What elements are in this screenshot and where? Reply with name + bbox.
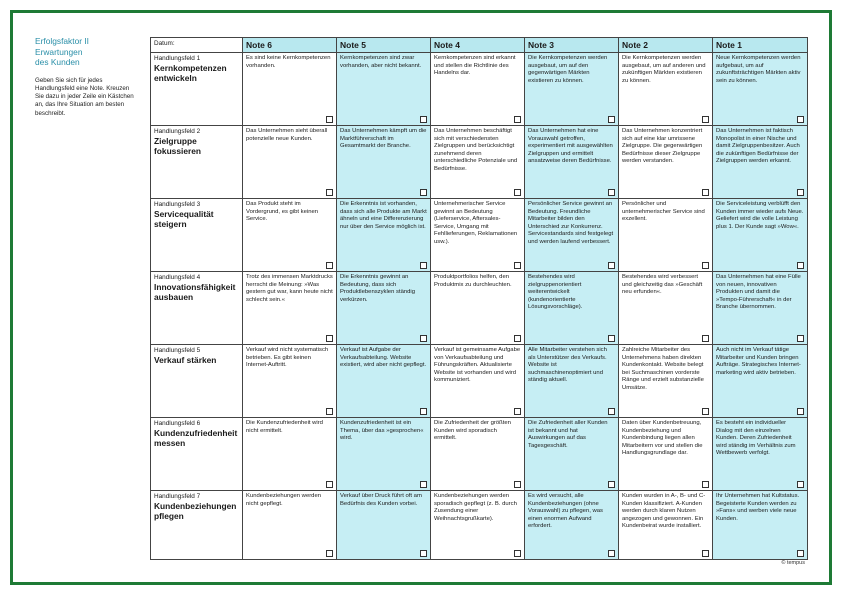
header-datum: Datum: [151,38,243,53]
rating-description: Kernkompetenzen sind zwar vorhanden, aber nicht bekannt. [340,55,422,69]
rating-checkbox[interactable] [702,481,709,488]
rating-checkbox[interactable] [514,116,521,123]
rating-description: Verkauf ist Aufgabe der Verkaufsabteilung. Website existiert, wird aber nicht gepflegt. [340,347,427,369]
rating-description: Kundenzufriedenheit ist ein Thema, über das »gesprochen« wird. [340,420,424,442]
rating-checkbox[interactable] [420,116,427,123]
rating-cell [713,272,808,345]
rating-cell [713,53,808,126]
rating-checkbox[interactable] [702,335,709,342]
rating-description: Alle Mitarbeiter verstehen sich als Unterstützer des Verkaufs. Website ist suchmaschinenoptimiert und ständig aktuell. [528,347,607,384]
rating-description: Bestehendes wird verbessert und gleichzeitig das »Geschäft neu erfunden«. [622,274,703,296]
handlungsfeld-title: Servicequalität steigern [154,209,214,229]
rating-cell [431,272,525,345]
rating-description: Die Serviceleistung verblüfft den Kunden immer wieder aufs Neue. Geliefert wird die volle Leistung plus 1. Der Kunde sagt »Wow«. [716,201,804,230]
header-note-2: Note 2 [619,38,713,53]
rating-cell [713,345,808,418]
rating-cell [337,491,431,560]
rating-cell [619,126,713,199]
rating-cell [525,199,619,272]
rating-checkbox[interactable] [608,408,615,415]
rating-cell [713,199,808,272]
table-row [151,126,808,199]
rating-description: Das Unternehmen sieht überall potenzielle neue Kunden. [246,128,328,142]
rating-description: Die Kernkompetenzen werden ausgebaut, um auf den gegenwärtigen Märkten existieren zu können. [528,55,608,84]
copyright: © tempus [781,560,805,566]
rating-cell [619,53,713,126]
rating-checkbox[interactable] [702,189,709,196]
rating-checkbox[interactable] [420,481,427,488]
rating-checkbox[interactable] [326,408,333,415]
header-row [151,38,808,53]
rating-cell [337,53,431,126]
rating-description: Trotz des immensen Marktdrucks herrscht die Meinung: »Was gestern gut war, kann heute nicht schlecht sein.« [246,274,333,303]
handlungsfeld-header [151,491,243,560]
rating-description: Die Kundenzufriedenheit wird nicht ermittelt. [246,420,323,434]
rating-cell [337,126,431,199]
rating-checkbox[interactable] [702,262,709,269]
handlungsfeld-label: Handlungsfeld 7 [154,493,201,500]
rating-description: Kundenbeziehungen werden sporadisch gepflegt (z. B. durch Zusendung einer Weihnachtsgrußkarte). [434,493,517,522]
rating-checkbox[interactable] [514,481,521,488]
header-note-1: Note 1 [713,38,808,53]
rating-checkbox[interactable] [326,189,333,196]
rating-cell [525,491,619,560]
rating-cell [337,345,431,418]
handlungsfeld-title: Zielgruppe fokussieren [154,136,202,156]
rating-description: Die Zufriedenheit aller Kunden ist bekannt und hat Auswirkungen auf das Tagesgeschäft. [528,420,608,449]
rating-cell [713,491,808,560]
sidebar-title [35,36,135,68]
rating-checkbox[interactable] [608,262,615,269]
rating-cell [337,272,431,345]
handlungsfeld-title: Verkauf stärken [154,355,217,365]
header-note-4: Note 4 [431,38,525,53]
rating-cell [525,345,619,418]
handlungsfeld-header [151,53,243,126]
rating-description: Es sind keine Kernkompetenzen vorhanden. [246,55,331,69]
rating-description: Verkauf über Druck führt oft am Bedürfnis des Kunden vorbei. [340,493,422,507]
rating-description: Verkauf wird nicht systematisch betrieben. Es gibt keinen Internet-Auftritt. [246,347,329,369]
rating-cell [431,491,525,560]
table-row [151,491,808,560]
rating-checkbox[interactable] [608,481,615,488]
handlungsfeld-title: Kundenbeziehungen pflegen [154,501,237,521]
sidebar-title-line: des Kunden [35,57,80,67]
table-row [151,272,808,345]
sidebar-title-line: Erwartungen [35,46,83,57]
rating-description: Persönlicher Service gewinnt an Bedeutung. Freundliche Mitarbeiter bilden den Unterschied zur Konkurrenz. Servicestandards sind festgelegt und werden laufend verbessert. [528,201,614,245]
rating-description: Produktportfolios helfen, den Produktmix zu durchleuchten. [434,274,512,288]
handlungsfeld-label: Handlungsfeld 4 [154,274,201,281]
rating-checkbox[interactable] [797,408,804,415]
rating-cell [525,272,619,345]
rating-description: Die Erkenntnis gewinnt an Bedeutung, dass sich Produktlebenszyklen ständig verkürzen. [340,274,415,303]
rating-checkbox[interactable] [797,335,804,342]
assessment-table [150,37,808,560]
header-note-6: Note 6 [243,38,337,53]
rating-description: Die Erkenntnis ist vorhanden, dass sich alle Produkte am Markt ähneln und eine Differenzierung nur über den Service möglich ist. [340,201,427,230]
table-row [151,345,808,418]
rating-checkbox[interactable] [514,335,521,342]
rating-cell [525,126,619,199]
rating-description: Zahlreiche Mitarbeiter des Unternehmens haben direkten Kundenkontakt. Website belegt bei Suchmaschinen vorderste Ränge und erzielt substanzielle Umsätze. [622,347,704,391]
rating-cell [525,418,619,491]
sidebar [35,36,135,118]
rating-description: Persönlicher und unternehmerischer Service sind exzellent. [622,201,705,223]
header-note-3: Note 3 [525,38,619,53]
rating-description: Neue Kernkompetenzen werden aufgebaut, um auf zukunftsträchtigen Märkten aktiv sein zu können. [716,55,801,84]
sidebar-instructions: Geben Sie sich für jedes Handlungsfeld eine Note. Kreuzen Sie dazu in jeder Zeile ein Kästchen an, das Ihre Situation am besten beschreibt. [35,76,134,117]
rating-checkbox[interactable] [326,481,333,488]
rating-cell [619,491,713,560]
rating-description: Die Zufriedenheit der größten Kunden wird sporadisch ermittelt. [434,420,511,442]
handlungsfeld-label: Handlungsfeld 1 [154,55,201,62]
handlungsfeld-label: Handlungsfeld 6 [154,420,201,427]
sidebar-title-line: Erfolgsfaktor II [35,36,89,46]
rating-checkbox[interactable] [797,262,804,269]
handlungsfeld-header [151,418,243,491]
rating-cell [431,126,525,199]
handlungsfeld-header [151,345,243,418]
rating-checkbox[interactable] [608,550,615,557]
rating-cell [619,418,713,491]
rating-checkbox[interactable] [514,189,521,196]
rating-checkbox[interactable] [420,335,427,342]
rating-description: Die Kernkompetenzen werden ausgebaut, um auf anderen und zukünftigen Märkten existieren zu können. [622,55,706,84]
rating-checkbox[interactable] [608,189,615,196]
rating-checkbox[interactable] [702,550,709,557]
rating-description: Es besteht ein individueller Dialog mit den einzelnen Kunden. Deren Zufriedenheit wird ständig im Verhältnis zum Wettbewerb verfolgt. [716,420,796,457]
rating-description: Kundenbeziehungen werden nicht gepflegt. [246,493,322,507]
handlungsfeld-header [151,199,243,272]
rating-cell [525,53,619,126]
rating-checkbox[interactable] [326,262,333,269]
rating-checkbox[interactable] [420,189,427,196]
handlungsfeld-title: Kundenzufriedenheit messen [154,428,238,448]
rating-checkbox[interactable] [420,262,427,269]
rating-description: Unternehmerischer Service gewinnt an Bedeutung (Lieferservice, Aftersales-Service, Umgang mit Fehllieferungen, Reklamationen usw.). [434,201,518,245]
rating-cell [619,345,713,418]
rating-description: Kunden wurden in A-, B- und C-Kunden klassifiziert. A-Kunden werden durch klaren Nutzen angezogen und gewonnen. Ein Kundenbeirat wurde installiert. [622,493,706,530]
rating-checkbox[interactable] [326,335,333,342]
rating-description: Verkauf ist gemeinsame Aufgabe von Verkaufsabteilung und Führungskräften. Aktualisierte Website ist vorhanden und wird kommuniziert. [434,347,521,384]
rating-cell [431,418,525,491]
table-row [151,53,808,126]
rating-description: Auch nicht im Verkauf tätige Mitarbeiter und Kunden bringen Aufträge. Strategisches Internet-marketing wird aktiv betrieben. [716,347,801,376]
rating-cell [431,345,525,418]
rating-checkbox[interactable] [514,262,521,269]
rating-description: Ihr Unternehmen hat Kultstatus. Begeisterte Kunden werden zu »Fans« und werben viele neue Kunden. [716,493,800,522]
rating-checkbox[interactable] [797,481,804,488]
handlungsfeld-title: Innovationsfähigkeit ausbauen [154,282,236,302]
rating-cell [619,272,713,345]
rating-checkbox[interactable] [420,408,427,415]
rating-cell [243,418,337,491]
rating-cell [243,345,337,418]
rating-checkbox[interactable] [702,408,709,415]
rating-cell [713,418,808,491]
rating-cell [337,418,431,491]
rating-description: Daten über Kundenbetreuung, Kundenbeziehung und Kundenbindung liegen allen Mitarbeitern vor und stellen die Handlungsgrundlage dar. [622,420,703,457]
rating-checkbox[interactable] [420,550,427,557]
rating-checkbox[interactable] [514,408,521,415]
rating-checkbox[interactable] [608,116,615,123]
table-row [151,418,808,491]
rating-cell [243,53,337,126]
rating-description: Das Unternehmen konzentriert sich auf eine klar umrissene Zielgruppe. Die gegenwärtigen Bedürfnisse dieser Zielgruppe werden verstanden. [622,128,703,165]
handlungsfeld-label: Handlungsfeld 3 [154,201,201,208]
rating-cell [243,272,337,345]
handlungsfeld-label: Handlungsfeld 5 [154,347,201,354]
rating-checkbox[interactable] [326,550,333,557]
rating-checkbox[interactable] [608,335,615,342]
rating-cell [243,199,337,272]
rating-description: Das Unternehmen beschäftigt sich mit verschiedensten Zielgruppen und berücksichtigt zunehmend deren unterschiedliche Potenziale und Bedürfnisse. [434,128,518,172]
table-row [151,199,808,272]
rating-description: Das Unternehmen hat eine Vorauswahl getroffen, experimentiert mit ausgewählten Zielgruppen und ermittelt ansatzweise deren Bedürfnisse. [528,128,613,165]
rating-cell [243,491,337,560]
rating-cell [243,126,337,199]
rating-cell [431,199,525,272]
rating-description: Das Unternehmen kämpft um die Marktführerschaft im Gesamtmarkt der Branche. [340,128,427,150]
rating-cell [619,199,713,272]
rating-checkbox[interactable] [797,189,804,196]
rating-checkbox[interactable] [797,116,804,123]
rating-description: Bestehendes wird zielgruppenorientiert weiterentwickelt (kundenorientierte Lösungsvorschläge). [528,274,583,311]
rating-checkbox[interactable] [326,116,333,123]
rating-description: Das Unternehmen ist faktisch Monopolist in einer Nische und damit Zielgruppenbesitzer. Auch die zukünftigen Bedürfnisse der Zielgruppen werden erkannt. [716,128,800,165]
handlungsfeld-label: Handlungsfeld 2 [154,128,201,135]
rating-cell [431,53,525,126]
handlungsfeld-header [151,126,243,199]
rating-description: Kernkompetenzen sind erkannt und stellen die Richtlinie des Handelns dar. [434,55,516,77]
header-note-5: Note 5 [337,38,431,53]
handlungsfeld-title: Kernkompetenzen entwickeln [154,63,227,83]
rating-description: Das Unternehmen hat eine Fülle von neuen, innovativen Produkten und damit die »Tempo-Führerschaft« in der Branche übernommen. [716,274,801,311]
rating-cell [337,199,431,272]
rating-checkbox[interactable] [702,116,709,123]
rating-description: Es wird versucht, alle Kundenbeziehungen (ohne Vorauswahl) zu pflegen, was einen enormen Aufwand erfordert. [528,493,603,530]
rating-checkbox[interactable] [514,550,521,557]
handlungsfeld-header [151,272,243,345]
rating-cell [713,126,808,199]
rating-description: Das Produkt steht im Vordergrund, es gibt keinen Service. [246,201,319,223]
rating-checkbox[interactable] [797,550,804,557]
